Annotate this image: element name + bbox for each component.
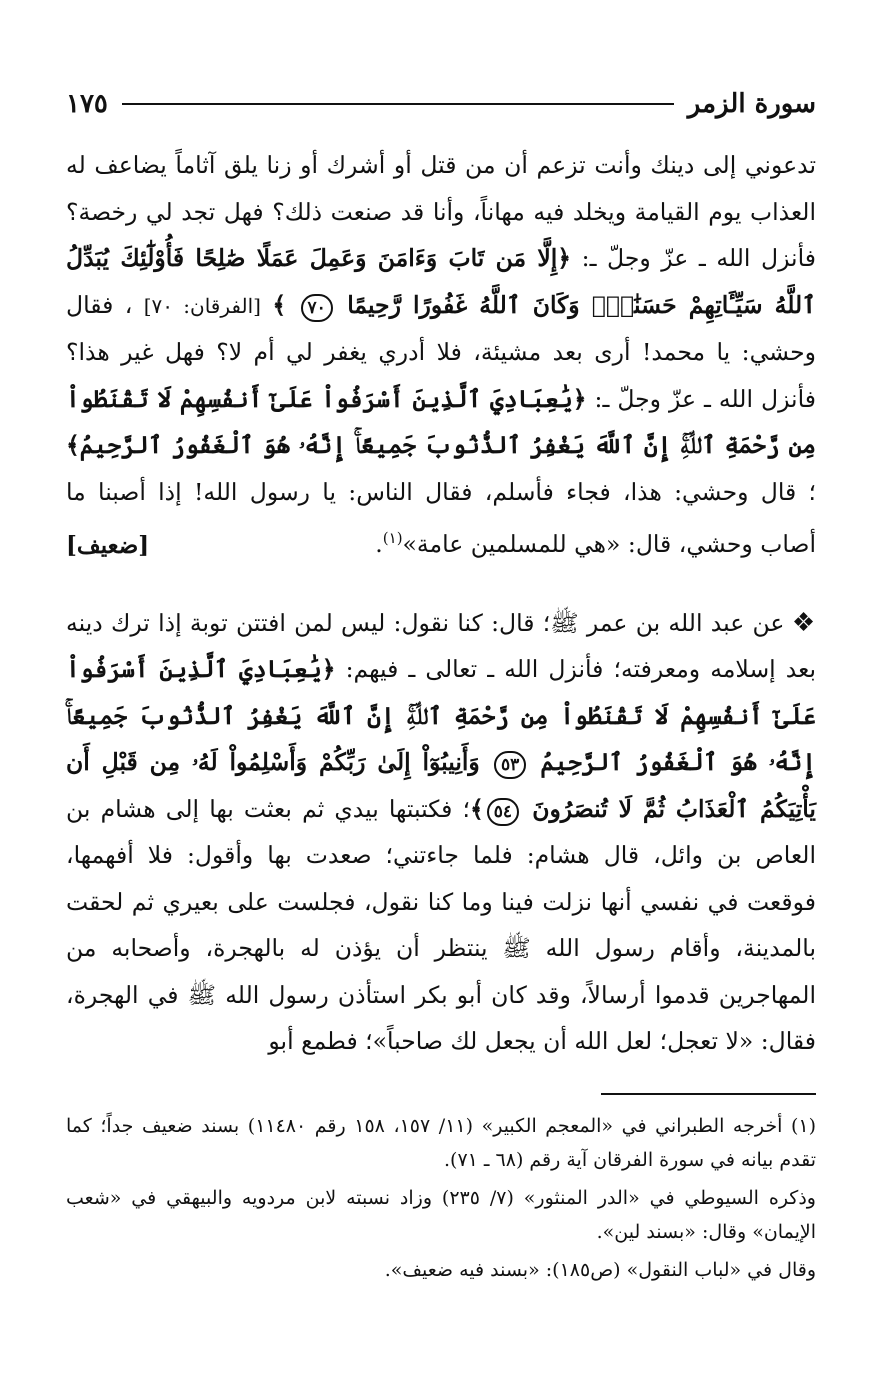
ayah-number-70: ٧٠ bbox=[301, 294, 333, 322]
footnote-marker: (١) bbox=[382, 529, 403, 547]
book-page bbox=[66, 80, 816, 1340]
paragraph-1 bbox=[66, 142, 816, 567]
footnote-rule bbox=[601, 1093, 816, 1095]
quran-close-bracket-2: ﴾ bbox=[469, 794, 484, 823]
page-number: ١٧٥ bbox=[66, 89, 108, 119]
quran-verse-53: ﴿يَٰعِبَادِيَ ٱلَّذِينَ أَسْرَفُواْ عَلَىٰٓ أَنفُسِهِمْ لَا تَقْنَطُواْ مِن رَّحْمَةِ ٱللَّهِۚ إِنَّ ٱللَّهَ يَغْفِرُ ٱلذُّنُوبَ جَمِيعًاۚ إِنَّهُۥ هُوَ ٱلْغَفُورُ ٱلرَّحِيمُ bbox=[66, 655, 816, 776]
hadith-grade: [ضعيف] bbox=[66, 532, 150, 559]
main-text bbox=[66, 142, 816, 1065]
quran-close-bracket: ﴾ bbox=[272, 290, 287, 319]
p1-text-b: ، فقال وحشي: يا محمد! أرى بعد مشيئة، فلا أدري يغفر لي أم لا؟ فهل غير هذا؟ فأنزل الله ـ عزّ وجلّ ـ: bbox=[66, 290, 816, 413]
p2-text-b: ؛ فكتبتها بيدي ثم بعثت بها إلى هشام بن العاص بن وائل، قال هشام: فلما جاءتني؛ صعدت بها وأقول: فلا أفهمها، فوقعت في نفسي أنها نزلت فينا وما كنا نقول، فجلست على بعيري ثم لحقت بالمدينة، وأقام رسول الله ﷺ ينتظر أن يؤذن له بالهجرة، وأصحابه من المهاجرين قدموا أرسالاً، وقد كان أبو بكر استأذن رسول الله ﷺ في الهجرة، فقال: «لا تعجل؛ لعل الله أن يجعل لك صاحباً»؛ فطمع أبو bbox=[66, 794, 816, 1055]
paragraph-gap bbox=[66, 570, 816, 600]
p1-text-end: . bbox=[375, 529, 383, 558]
surah-title: سورة الزمر bbox=[687, 89, 816, 119]
page-header bbox=[66, 80, 816, 128]
ayah-number-53: ٥٣ bbox=[494, 751, 526, 779]
header-rule bbox=[122, 103, 674, 105]
ornament-bullet-icon: ❖ bbox=[791, 607, 816, 638]
p1-text-a: تدعوني إلى دينك وأنت تزعم أن من قتل أو أشرك أو زنا يلق آثاماً يضاعف له العذاب يوم القيامة ويخلد فيه مهاناً، وأنا قد صنعت ذلك؟ فهل تجد لي رخصة؟ فأنزل الله ـ عزّ وجلّ ـ: bbox=[66, 151, 816, 272]
surah-reference: [الفرقان: ٧٠] bbox=[143, 293, 261, 318]
footnote-1-continued: وذكره السيوطي في «الدر المنثور» (٧/ ٢٣٥) وزاد نسبته لابن مردويه والبيهقي في «شعب الإيمان» وقال: «بسند لين». bbox=[66, 1186, 816, 1243]
quran-verse-zumar: ﴿يَٰعِبَادِيَ ٱلَّذِينَ أَسْرَفُواْ عَلَىٰٓ أَنفُسِهِمْ لَا تَقْنَطُواْ مِن رَّحْمَةِ ٱللَّهِۚ إِنَّ ٱللَّهَ يَغْفِرُ ٱلذُّنُوبَ جَمِيعًاۚ إِنَّهُۥ هُوَ ٱلْغَفُورُ ٱلرَّحِيمُ﴾ bbox=[66, 384, 816, 459]
footnote-1-end: وقال في «لباب النقول» (ص١٨٥): «بسند فيه ضعيف». bbox=[384, 1258, 816, 1281]
paragraph-2 bbox=[66, 600, 816, 1065]
quran-verse-54: وَأَنِيبُوٓاْ إِلَىٰ رَبِّكُمْ وَأَسْلِمُواْ لَهُۥ مِن قَبْلِ أَن يَأْتِيَكُمُ ٱلْعَذَابُ ثُمَّ لَا تُنصَرُونَ bbox=[66, 748, 816, 823]
quran-verse-furqan: ﴿إِلَّا مَن تَابَ وَءَامَنَ وَعَمِلَ عَمَلًا صَٰلِحًا فَأُوْلَٰٓئِكَ يُبَدِّلُ ٱللَّهُ سَيِّـَٔاتِهِمْ حَسَنَٰتٍۗ وَكَانَ ٱللَّهُ غَفُورًا رَّحِيمًا bbox=[66, 244, 816, 319]
p1-text-c: ؛ قال وحشي: هذا، فجاء فأسلم، فقال الناس: يا رسول الله! إذا أصبنا ما أصاب وحشي، قال: «هي للمسلمين عامة» bbox=[66, 477, 816, 558]
footnote-1: (١) أخرجه الطبراني في «المعجم الكبير» (١١/ ١٥٧، ١٥٨ رقم ١١٤٨٠) بسند ضعيف جداً؛ كما تقدم بيانه في سورة الفرقان آية رقم (٦٨ ـ ٧١). bbox=[66, 1114, 816, 1171]
footnotes bbox=[66, 1109, 816, 1287]
p2-text-a: عن عبد الله بن عمر ﷺ؛ قال: كنا نقول: ليس لمن افتتن توبة إذا ترك دينه بعد إسلامه ومعرفته؛ فأنزل الله ـ تعالى ـ فيهم: bbox=[66, 608, 816, 683]
ayah-number-54: ٥٤ bbox=[487, 798, 519, 826]
